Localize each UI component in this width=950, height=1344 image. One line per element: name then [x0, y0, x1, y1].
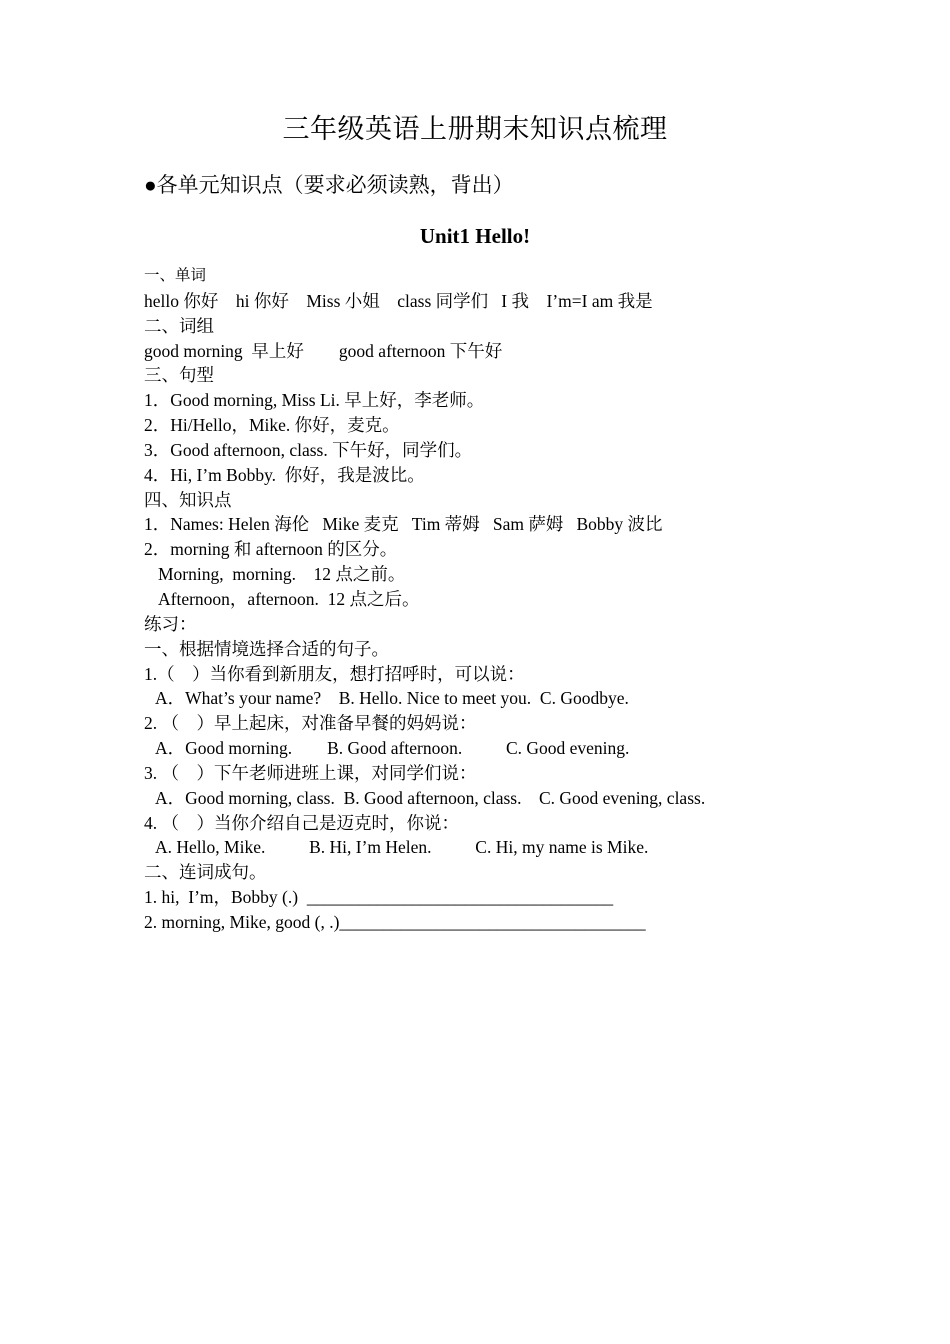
- section-heading-words: 一、单词: [144, 267, 207, 284]
- sentence-line: 1．Good morning, Miss Li. 早上好，李老师。: [144, 390, 485, 411]
- answer-options-line: A．Good morning, class. B. Good afternoon, class. C. Good evening, class.: [155, 787, 706, 808]
- section-heading-knowledge: 四、知识点: [144, 489, 232, 510]
- answer-options-line: A．Good morning. B. Good afternoon. C. Good evening.: [155, 738, 630, 759]
- section-heading-phrases: 二、词组: [144, 315, 214, 336]
- sentence-building-line: 2. morning, Mike, good (, .)___________________________________: [144, 911, 646, 932]
- sentence-line: 3．Good afternoon, class. 下午好，同学们。: [144, 439, 473, 460]
- exercise-heading: 练习：: [144, 613, 197, 634]
- phrases-line: good morning 早上好 good afternoon 下午好: [144, 340, 503, 361]
- exercise-part-heading: 二、连词成句。: [144, 862, 267, 883]
- question-line: 2. （ ）早上起床，对准备早餐的妈妈说：: [144, 713, 477, 734]
- unit-content: [144, 264, 904, 935]
- question-line: 3. （ ）下午老师进班上课，对同学们说：: [144, 762, 477, 783]
- sentence-line: 4．Hi, I’m Bobby. 你好，我是波比。: [144, 464, 425, 485]
- knowledge-detail-line: Afternoon，afternoon. 12 点之后。: [158, 588, 420, 609]
- section-subtitle: ●各单元知识点（要求必须读熟，背出）: [144, 173, 514, 197]
- knowledge-line: 1．Names: Helen 海伦 Mike 麦克 Tim 蒂姆 Sam 萨姆 Bobby 波比: [144, 514, 663, 535]
- unit-title: Unit1 Hello!: [419, 224, 531, 248]
- sentence-line: 2．Hi/Hello，Mike. 你好，麦克。: [144, 415, 400, 436]
- sentence-building-line: 1. hi, I’m，Bobby (.) ___________________________________: [144, 887, 614, 908]
- question-line: 1.（ ）当你看到新朋友，想打招呼时，可以说：: [144, 663, 525, 684]
- knowledge-line: 2．morning 和 afternoon 的区分。: [144, 539, 398, 560]
- knowledge-detail-line: Morning, morning. 12 点之前。: [158, 564, 406, 585]
- question-line: 4. （ ）当你介绍自己是迈克时，你说：: [144, 812, 459, 833]
- answer-options-line: A. Hello, Mike. B. Hi, I’m Helen. C. Hi, my name is Mike.: [155, 837, 649, 858]
- document-title: 三年级英语上册期末知识点梳理: [282, 114, 668, 145]
- exercise-part-heading: 一、根据情境选择合适的句子。: [144, 638, 389, 659]
- answer-options-line: A．What’s your name? B. Hello. Nice to meet you. C. Goodbye.: [155, 688, 629, 709]
- section-heading-sentences: 三、句型: [144, 365, 214, 386]
- vocabulary-line: hello 你好 hi 你好 Miss 小姐 class 同学们 I 我 I’m=I am 我是: [144, 290, 653, 311]
